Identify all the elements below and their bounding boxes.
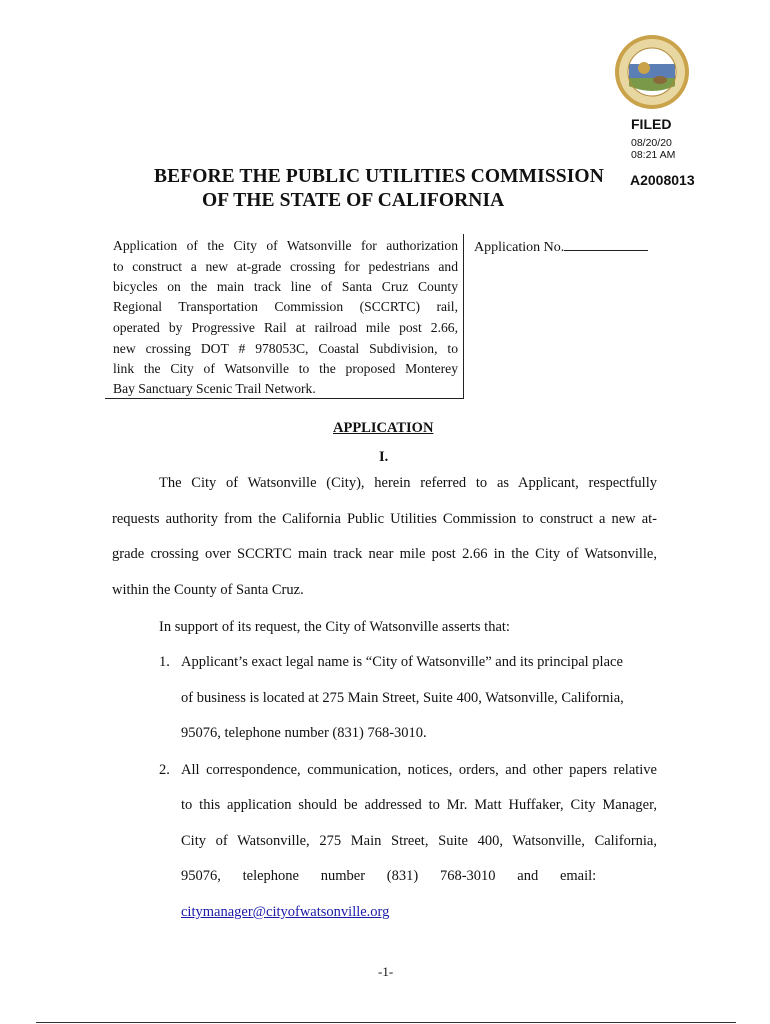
caption-line: Application of the City of Watsonville for authorization xyxy=(113,238,458,253)
footer-rule xyxy=(36,1022,736,1023)
list-item-line: 95076, telephone number (831) 768-3010. xyxy=(181,725,427,741)
heading-line-1: BEFORE THE PUBLIC UTILITIES COMMISSION xyxy=(154,166,604,187)
body-line: grade crossing over SCCRTC main track near mile post 2.66 in the City of Watsonville, xyxy=(112,546,657,562)
heading-line-2: OF THE STATE OF CALIFORNIA xyxy=(202,190,505,211)
body-line: requests authority from the California Public Utilities Commission to construct a new at- xyxy=(112,511,657,527)
email-link[interactable]: citymanager@cityofwatsonville.org xyxy=(181,904,390,920)
caption-line: Regional Transportation Commission (SCCRTC) rail, xyxy=(113,299,458,314)
caption-line: new crossing DOT # 978053C, Coastal Subdivision, to xyxy=(113,341,458,356)
section-number: I. xyxy=(379,449,389,465)
body-line: within the County of Santa Cruz. xyxy=(112,582,304,598)
state-seal-icon xyxy=(614,34,690,110)
list-item-number: 1. xyxy=(159,654,170,670)
list-item-line: 95076, telephone number (831) 768-3010 and email: xyxy=(181,868,597,884)
caption-line: bicycles on the main track line of Santa Cruz County xyxy=(113,279,458,294)
body-line: In support of its request, the City of Watsonville asserts that: xyxy=(159,619,510,635)
page-number: -1- xyxy=(378,964,394,979)
application-number-blank xyxy=(564,238,648,251)
caption-line: operated by Progressive Rail at railroad mile post 2.66, xyxy=(113,320,458,335)
body-text: The City of Watsonville (City), herein referred to as Applicant, respectfully xyxy=(159,475,657,491)
list-item-number: 2. xyxy=(159,762,170,778)
caption-line: Bay Sanctuary Scenic Trail Network. xyxy=(113,381,316,396)
application-number-label: Application No. xyxy=(474,240,565,255)
list-item-line: City of Watsonville, 275 Main Street, Suite 400, Watsonville, California, xyxy=(181,833,657,849)
application-number-field xyxy=(474,238,648,256)
filed-label: FILED xyxy=(631,116,672,132)
list-item-line: of business is located at 275 Main Street, Suite 400, Watsonville, California, xyxy=(181,690,624,706)
section-title: APPLICATION xyxy=(333,420,434,436)
body-line xyxy=(159,475,657,492)
list-item-line: to this application should be addressed to Mr. Matt Huffaker, City Manager, xyxy=(181,797,657,813)
filed-time: 08:21 AM xyxy=(631,149,676,161)
filed-date: 08/20/20 xyxy=(631,137,672,149)
caption-line: link the City of Watsonville to the proposed Monterey xyxy=(113,361,458,376)
list-item-line: All correspondence, communication, notices, orders, and other papers relative xyxy=(181,762,657,778)
list-item-line: Applicant’s exact legal name is “City of Watsonville” and its principal place xyxy=(181,654,623,670)
case-number: A2008013 xyxy=(630,172,695,188)
caption-line: to construct a new at-grade crossing for pedestrians and xyxy=(113,259,458,274)
